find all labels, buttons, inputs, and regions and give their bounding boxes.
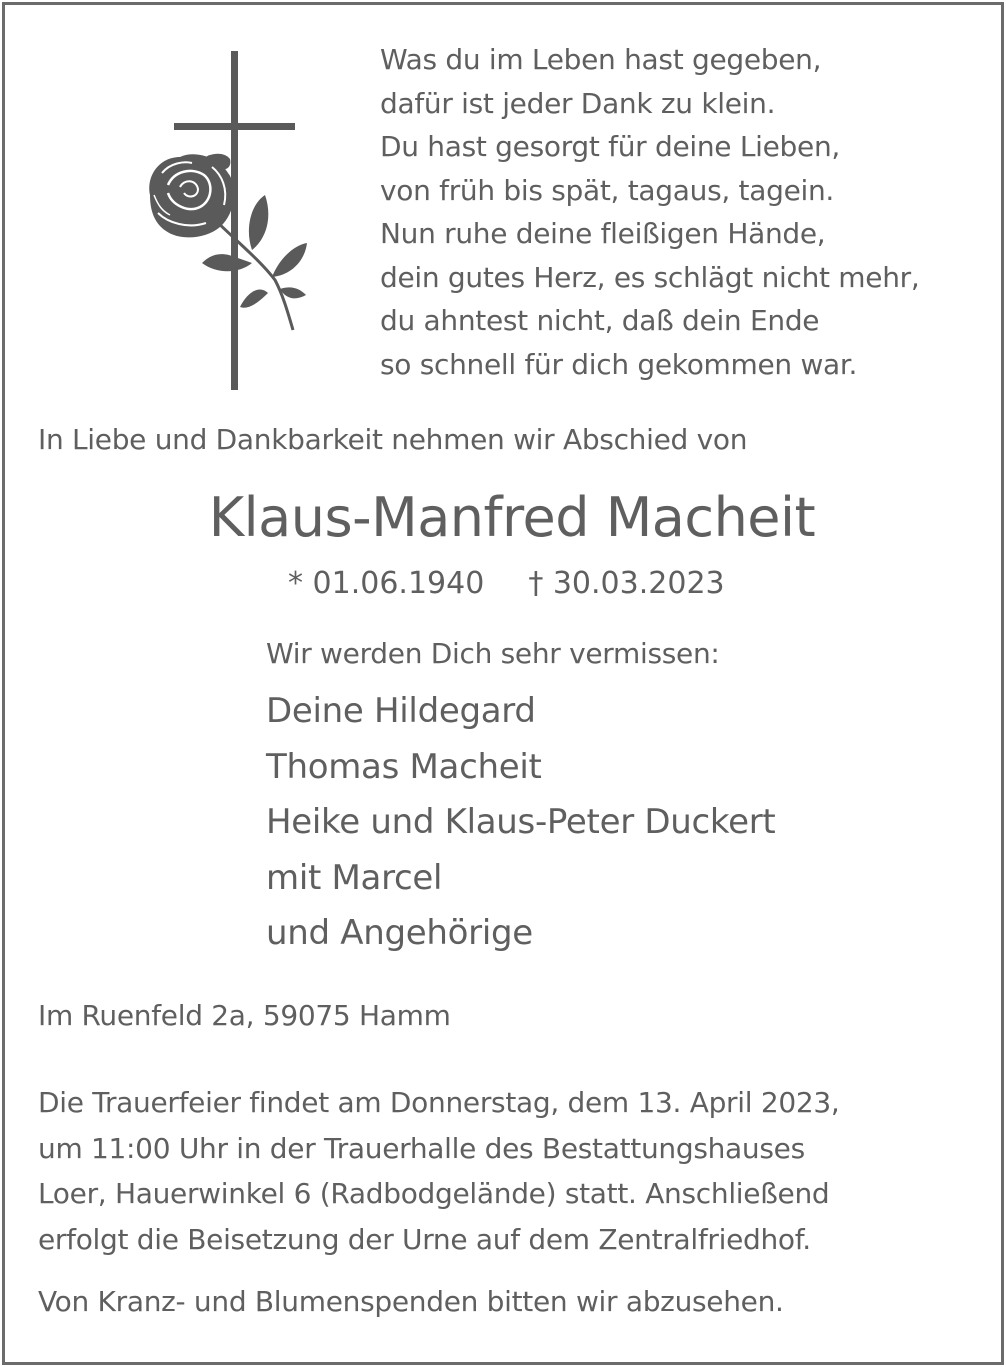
mourner-name: Thomas Macheit — [266, 746, 542, 787]
ceremony-line: erfolgt die Beisetzung der Urne auf dem Zentralfriedhof. — [38, 1222, 811, 1256]
family-address: Im Ruenfeld 2a, 59075 Hamm — [38, 999, 451, 1032]
rose-leaf — [202, 254, 252, 271]
farewell-intro: In Liebe und Dankbarkeit nehmen wir Abschied von — [38, 423, 748, 456]
deceased-name: Klaus-Manfred Macheit — [208, 486, 816, 549]
ceremony-line: Die Trauerfeier findet am Donnerstag, dem 13. April 2023, — [38, 1086, 840, 1119]
poem-line: Nun ruhe deine fleißigen Hände, — [380, 217, 826, 250]
ceremony-line: Loer, Hauerwinkel 6 (Radbodgelände) statt. Anschließend — [38, 1177, 830, 1210]
poem-line: Du hast gesorgt für deine Lieben, — [380, 130, 840, 163]
rose-leaf — [272, 243, 307, 277]
death-date: † 30.03.2023 — [528, 566, 725, 601]
mourner-name: mit Marcel — [266, 857, 443, 898]
cross-horizontal-beam — [174, 123, 295, 130]
poem-line: du ahntest nicht, daß dein Ende — [380, 304, 820, 337]
life-dates — [288, 562, 725, 606]
poem-line: so schnell für dich gekommen war. — [380, 347, 858, 381]
mourner-name: Heike und Klaus-Peter Duckert — [266, 802, 776, 842]
mourner-name: Deine Hildegard — [266, 691, 536, 731]
poem-line: dafür ist jeder Dank zu klein. — [380, 86, 776, 120]
rose-blossom — [149, 154, 234, 238]
poem — [380, 38, 980, 386]
poem-line: dein gutes Herz, es schlägt nicht mehr, — [380, 260, 920, 294]
rose-leaf — [280, 287, 306, 298]
cross-with-rose-icon — [140, 45, 320, 395]
rose-leaf — [249, 195, 268, 250]
poem-line: von früh bis spät, tagaus, tagein. — [380, 173, 835, 207]
flowers-note: Von Kranz- und Blumenspenden bitten wir abzusehen. — [38, 1285, 784, 1318]
birth-date: * 01.06.1940 — [288, 566, 485, 601]
mourners-list — [266, 684, 775, 962]
mourners-heading: Wir werden Dich sehr vermissen: — [266, 637, 720, 670]
ceremony-details — [38, 1080, 978, 1262]
cross-vertical-beam — [231, 51, 238, 390]
rose-leaf — [240, 289, 268, 307]
mourner-name: und Angehörige — [266, 913, 533, 953]
ceremony-line: um 11:00 Uhr in der Trauerhalle des Bestattungshauses — [38, 1131, 805, 1165]
poem-line: Was du im Leben hast gegeben, — [380, 43, 822, 76]
